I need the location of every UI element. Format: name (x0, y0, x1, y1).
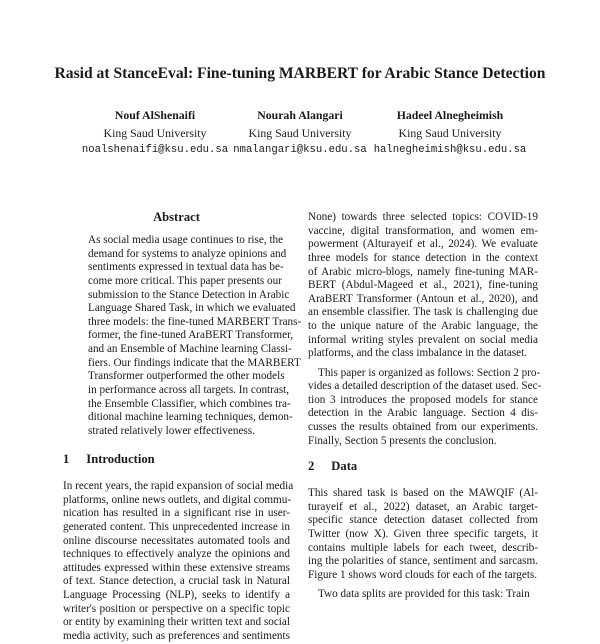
section-title: Introduction (86, 452, 155, 466)
text-line: Twitter (now X). Given three specific targets, it (308, 527, 538, 540)
text-line: specific stance detection dataset collected from (308, 514, 538, 527)
text-line: writer's position or perspective on a specific topic (63, 602, 290, 615)
abstract-heading: Abstract (153, 210, 200, 224)
section-heading-data (308, 459, 357, 474)
author-email: nmalangari@ksu.edu.sa (233, 144, 367, 156)
text-line: of Arabic micro-blogs, namely fine-tuning MAR- (308, 265, 538, 278)
text-line: tion 3 introduces the proposed models for stance (308, 393, 538, 406)
author-name: Hadeel Alnegheimish (396, 108, 504, 122)
author-name: Nourah Alangari (257, 108, 343, 122)
text-line: This paper is organized as follows: Section 2 pro- (318, 366, 541, 379)
text-line: come more critical. This paper presents our (88, 274, 282, 287)
text-line: As social media usage continues to rise, the (88, 234, 284, 246)
text-line: Language Shared Task, in which we evaluated (88, 302, 296, 315)
abstract-body (88, 234, 302, 439)
text-line: Language Processing (NLP), seeks to identify a (63, 589, 290, 602)
text-line: former, the fine-tuned AraBERT Transformer, (88, 329, 294, 342)
introduction-body (63, 480, 294, 644)
text-line: demand for systems to analyze opinions and (88, 247, 287, 260)
text-line: and an Ensemble of Machine learning Classi- (88, 343, 292, 356)
text-line: vaccine, digital transformation, and women em- (308, 224, 538, 237)
author-email: halnegheimish@ksu.edu.sa (373, 144, 527, 156)
text-line: media activity, such as preferences and sentiments (63, 630, 290, 643)
text-line: cusses the results obtained from our experiments. (308, 421, 538, 434)
text-line: techniques to effectively analyze the opinions and (63, 548, 290, 561)
text-line: ing the polarities of stance, sentiment and sarcasm. (308, 555, 538, 568)
data-body (308, 487, 538, 602)
text-line: generated content. This unprecedented increase in (63, 520, 290, 533)
text-line: three models: the fine-tuned MARBERT Trans- (88, 315, 302, 328)
text-line: None) towards three selected topics: COVID-19 (308, 211, 538, 223)
author-email: noalshenaifi@ksu.edu.sa (81, 144, 229, 156)
author-affiliation: King Saud University (103, 125, 207, 140)
author-affiliation: King Saud University (398, 125, 502, 140)
section-number: 2 (308, 459, 315, 473)
section-number: 1 (63, 452, 70, 466)
text-line: in performance across all targets. In contrast, (88, 384, 290, 397)
text-line: Transformer outperformed the other models (88, 370, 285, 383)
text-line: Two data splits are provided for this task: Train (318, 587, 530, 600)
text-line: attitudes expressed within these extensive streams (63, 561, 290, 574)
section-title: Data (331, 459, 358, 473)
text-line: online discourse necessitates automated tools and (63, 534, 290, 547)
text-line: platforms, and the class imbalance in the dataset. (308, 347, 528, 360)
text-line: contains multiple labels for each tweet, describ- (308, 541, 538, 554)
text-line: the Ensemble Classifier, which combines tra- (88, 397, 291, 410)
text-line: Finally, Section 5 presents the conclusion. (308, 434, 497, 447)
text-line: submission to the Stance Detection in Arabic (88, 288, 290, 301)
paragraph (308, 211, 538, 361)
text-line: to the unique nature of the Arabic language, the (308, 320, 538, 333)
paper-title: Rasid at StanceEval: Fine-tuning MARBERT for Arabic Stance Detection (54, 65, 546, 82)
author-3 (355, 107, 545, 160)
text-line: detection in the Arabic language. Section 4 dis- (308, 407, 538, 420)
text-line: an ensemble classifier. The task is challenging due (308, 306, 538, 319)
right-column-body (308, 211, 542, 448)
text-line: strated relatively lower effectiveness. (88, 424, 255, 437)
text-line: three models for stance detection in the context (308, 251, 538, 264)
text-line: vides a detailed description of the dataset used. Sec- (308, 380, 542, 393)
text-line: BERT (Abdul-Mageed et al., 2021), fine-tuning (308, 279, 538, 292)
text-line: informal writing styles prevalent on social media (308, 333, 538, 346)
text-line: or entity by examining their written text and social (63, 616, 290, 629)
text-line: powerment (Alturayeif et al., 2024). We evaluate (308, 238, 538, 251)
text-line: nication has resulted in a significant rise in user- (63, 507, 290, 520)
author-name: Nouf AlShenaifi (114, 108, 196, 122)
text-line: platforms, online news outlets, and digital commu- (63, 493, 292, 506)
paragraph (308, 366, 542, 449)
text-line: Figure 1 shows word clouds for each of the targets. (308, 568, 538, 581)
text-line: turayeif et al., 2022) dataset, an Arabic target- (308, 500, 538, 513)
text-line: In recent years, the rapid expansion of social media (63, 480, 294, 492)
section-heading-introduction (63, 452, 155, 467)
text-line: ditional machine learning techniques, demon- (88, 411, 293, 424)
paragraph (308, 487, 538, 582)
text-line: This shared task is based on the MAWQIF (Al- (308, 487, 538, 499)
text-line: of text. Stance detection, a crucial task in Natural (63, 575, 290, 588)
text-line: AraBERT Transformer (Antoun et al., 2020), and (308, 292, 538, 305)
text-line: fiers. Our findings indicate that the MARBERT (88, 356, 301, 369)
author-affiliation: King Saud University (248, 125, 352, 140)
text-line: sentiments expressed in textual data has be- (88, 261, 284, 274)
